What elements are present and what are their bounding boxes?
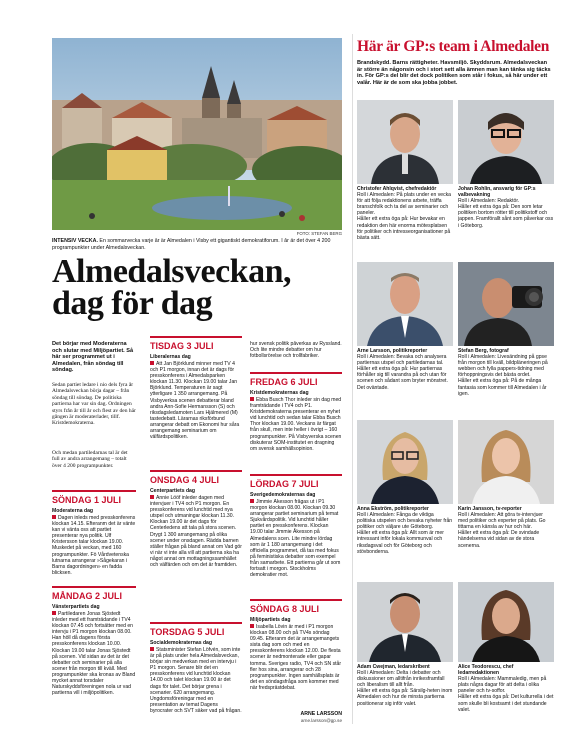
portrait-karin-jansson (458, 420, 554, 504)
day-text-tue3 (150, 361, 242, 463)
intro-body-1: Sedan partiet ledare i nio dels fyra år Almedalsveckan börja dagar – från söndag till söndag. De politiska partierna har var sin dag. Ordningen styrs från år till år och flest av den här gången är moderaterlader, tillf. Kristdemokraterna. (52, 382, 136, 427)
day-body: Partiledaren Jonas Sjöstedt inleder med ett framträdande i TV4 klockan 07.45 och fortsätter med en intervju i P1 morgon klockan 08.00. Han höll då dagens första presskonferens klockan 10.00. Klockan 19.00 talar Jonas Sjöstedt på scenen. Vid sidan av det är det debatter och seminarier på alla scener från morgon till kväll. Med programpunkter ska kronas av Bland mycket annat torsdaler Naturskyddsföreningen nola ur vad partierna vill i miljöpolitiken. (52, 611, 136, 697)
day-body: Att Jan Björklund minner med TV 4 och P1 morgon, innan det är dags för presskonferens i Almedalsparken klockan 11.30. Klockan 19.00 talar Jan Björklund. Temperaturen är sagt ytterligare 1 350 arrangemang. På Visbyverksa scenen debatterar bland andra Ann-Sofie Hermansson (S) och riksdagsledamoten Lars Hjälmered (M) tastedebatt. Lärarnas riksförbund arrangerar debatt om Ekonomi hur såra arrangemang seminarium om välfärdspolitiken. (150, 361, 240, 441)
day-party-thu5: Socialdemokraternas dag (150, 640, 212, 646)
member-role: Roll i Almedalen: Redaktör. (458, 198, 520, 205)
day-body: Dagen inleds med presskonferens klockan 14.15. Efteranm det är vänte kan vi vänta oss att partiet presenterar nya politik. Ulf Kristersson talar klockan 19.00. Muskedet på veckan, med 160 programpunkter. Fö Vårdvetenska lutnarna arrangerar »Sågekaran i Barns dagordningen» en fadda blicksen. (52, 515, 136, 576)
team-heading: Här är GP:s team i Almedalen (357, 38, 550, 55)
column-separator (352, 34, 353, 724)
member-role: Roll i Almedalen: Bevaka och analysera partiernas utspel och partiledarnas tal. (357, 354, 447, 367)
bullet-icon (150, 361, 154, 365)
day-party-sat7: Sverigedemokraternas dag (250, 492, 316, 498)
visby-photo (52, 38, 342, 230)
team-member-5 (357, 506, 453, 578)
team-member-8 (458, 664, 554, 726)
day-heading-tue3: TISDAG 3 JULI (150, 341, 214, 351)
headline-line-1: Almedalsveckan, (52, 253, 291, 290)
visby-photo-illustration (52, 38, 342, 230)
team-member-6 (458, 506, 554, 578)
member-name: Anna Ekström, politikreporter (357, 506, 429, 512)
divider (250, 599, 342, 601)
day-text-fri6 (250, 397, 342, 469)
day-party-mon2: Vänsterpartiets dag (52, 604, 100, 610)
day-text-sat7 (250, 499, 342, 595)
divider (52, 490, 136, 492)
team-intro: Brandskydd. Barns rättigheter. Havsmiljö. Skyddsrum. Almedalsveckan är större än någonsin och i stort sett alla ämnen man kan tänka sig täcks in. För GP:s del blir det dock politiken som står i fokus, så här under ett valår. Här är de som ska jobba jobbet. (357, 60, 551, 87)
bullet-icon (150, 495, 154, 499)
day-party-sun1: Moderaterna dag (52, 508, 94, 514)
bullet-icon (250, 499, 254, 503)
member-extra: Håller ett extra öga på: Hur bevakar en redaktion den här enorma mötesplatsen för politiker och intresseorganisationer på bästa sätt. (357, 216, 451, 241)
divider (250, 372, 342, 374)
bullet-icon (52, 611, 56, 615)
bullet-icon (250, 397, 254, 401)
headline (52, 253, 347, 322)
team-member-3 (357, 348, 453, 410)
member-name: Alice Teodorescu, chef ledarredaktionen (458, 664, 514, 677)
member-role: Roll i Almedalen: Mammaledig, men på plats några dagar för att delta i olika paneler och tv-soffor. (458, 676, 547, 695)
portrait-anna-ekstrom (357, 420, 453, 504)
photo-caption-text: En sommarvecka varje år är Almedalen i Visby ett gigantiskt demokratiforum. I år är det över 4 200 programpunkter under Almedalsveckan. (52, 238, 331, 251)
day-heading-fri6: FREDAG 6 JULI (250, 377, 318, 387)
divider (150, 470, 242, 472)
member-extra: Håller ett extra öga på: Det kulturrella i det som skulle bli kostsamt i det stundande valet. (458, 694, 554, 713)
day-text-continued: hur svensk politik påverkas av Ryssland. Och lite mindre debatter om hur fotbollsrörelse och trollfabriker. (250, 341, 342, 360)
divider (150, 622, 242, 624)
day-heading-sat7: LÖRDAG 7 JULI (250, 479, 319, 489)
team-member-1 (357, 186, 453, 258)
member-role: Roll i Almedalen: På plats under en vecka för att följa redaktionens arbete, träffa branschfolk och ta del av seminarier och paneler. (357, 192, 452, 217)
day-party-wed4: Centerpartiets dag (150, 488, 196, 494)
day-heading-sun8: SÖNDAG 8 JULI (250, 604, 320, 614)
day-party-tue3: Liberalernas dag (150, 354, 191, 360)
day-text-mon2 (52, 611, 136, 721)
divider (52, 586, 136, 588)
bullet-icon (52, 515, 56, 519)
member-extra: Håller ett extra öga på: På de många fantasia som kommer till Almedalen i år igen. (458, 378, 547, 397)
member-extra: Håller ett extra öga på: Särsilg-heten inom Almedalen och hur de minsta partierna positionerar sig inför valet. (357, 688, 453, 707)
portrait-arne-larsson (357, 262, 453, 346)
member-extra: Håller ett extra öga på: Allt som är mer intressant inför lokala kommunval och riksdagsval och för Göteborg och stövbonderna. (357, 530, 444, 555)
day-body: Annie Lööf inleder dagen med intervjuer i TV4 och P1 morgon. En presskonferens vid lunchtid med nya utspel och utmaningar klockan 11.30. Klockan 19.00 är det dags för Centerledens att tala på stora scenen. Drygt 1 300 arrangemang på olika scener under onsdagen. Rädda barnen ställer frågan på bland annat om Vad gör vi när vi inte alla vill att partierna ska ha något annat om mottagningssamhället och välfärden och om det är framtiden. (150, 495, 242, 569)
day-heading-sun1: SÖNDAG 1 JULI (52, 495, 122, 505)
byline-email: arne.larsson@gp.se (300, 718, 342, 723)
member-name: Johan Rohlin, ansvarig för GP:s valbevakning (458, 186, 536, 199)
day-text-wed4 (150, 495, 242, 615)
portrait-johan-rohlin (458, 100, 554, 184)
bullet-icon (250, 624, 254, 628)
day-body: Ebba Busch Thor inleder sin dag med framträdande i TV4 och P1. Kristdemokraterna presenterar en nyhet vid lunchtid och sedan talar Ebba Busch Thor klockan 19.00. Veckans är färgat från skull, men inte heller i övrigt – 160 programpunkter. På Visbyverska scenen diskuterar SOM-institutet en dragning om svensk samhällsopinion. (250, 397, 342, 452)
day-body: Statsminister Stefan Löfvén, som inte är på plats under hela Almedalsveckan, börjar sin medverkan med en intervju i P1 morgon. Senare blir det en presskonferens vid lunchtid klockan 14.00 och talet klockan 19.00 är det dags för talet. Det börjar grena i scenarier. 620 arrangemang. Ungdomsföreningar med en presentation av temat Dagens byrocrater och SVT säker vad på frågan. (150, 647, 242, 714)
day-party-sun8: Miljöpartiets dag (250, 617, 291, 623)
member-extra: Håller ett extra öga på: Hur partiernas förhåller sig till varandra på och utan för scenen och sådant som bryter mönstret. Det oväntade. (357, 366, 448, 391)
photo-credit: FOTO: STEFAN BERG (296, 231, 342, 236)
portrait-alice-teodorescu (458, 582, 554, 662)
member-role: Roll i Almedalen: Att göra tv-intervjuer med politiker och experter på plats. Go tittarna en känsla av hur och här. (458, 512, 546, 531)
day-text-thu5 (150, 647, 242, 723)
member-name: Adam Cwejman, ledarskribent (357, 664, 430, 670)
bullet-icon (150, 647, 154, 651)
intro-lead: Det börjar med Moderaterna och slutar med Miljöpartiet. Så här ser programmet ut i Almedalen, från söndag till söndag. (52, 341, 134, 374)
member-extra: Håller ett extra öga på: Den som letar politiken bortom rötter till politikstoff och jappen. Framförallt sånt som påverkar oss i Göteborg. (458, 204, 554, 229)
portrait-adam-cwejman (357, 582, 453, 662)
divider (150, 336, 242, 338)
intro-body-2: Och medan partiledarnas tal är det full av andra arrangemang – totalt över 4 200 programpunkter. (52, 450, 128, 469)
portrait-stefan-berg (458, 262, 554, 346)
day-party-fri6: Kristdemokraternas dag (250, 390, 309, 396)
byline-name: ARNE LARSSON (300, 711, 342, 717)
day-text-sun1 (52, 515, 136, 583)
day-heading-mon2: MÅNDAG 2 JULI (52, 591, 123, 601)
divider (250, 474, 342, 476)
member-name: Karin Jansson, tv-reporter (458, 506, 522, 512)
day-heading-thu5: TORSDAG 5 JULI (150, 627, 225, 637)
headline-line-2: dag för dag (52, 285, 213, 322)
member-role: Roll i Almedalen: Delta i debatter och diskussioner om alltifrån inrikesframfall och liberalism till allt från. (357, 670, 445, 689)
member-role: Roll i Almedalen: Livesändning på gpse från morgon till kväll, bildpläneringen på webben och fylla pappers-tidning med förhoppningsvis det bästa ordet. (458, 354, 548, 379)
member-name: Christofer Ahlqvist, chefredaktör (357, 186, 437, 192)
team-member-2 (458, 186, 554, 258)
photo-caption-lead: INTENSIV VECKA. (52, 238, 98, 244)
day-body: Isabella Lövin är med i P1 morgon klockan 08.00 och på TV4s söndag 09.45. Efteranm det är arrangemangets sista dag som och med en presskonferens klockan 12.00. De flesta scener är nedmonterade eller gapar tomma. Sveriges radio, TV4 och SN står fler hos sina, arrangerar och 28 programpunkter. Ingen samhällsplats är det en söndagsfråga som kommer med när fredsprästdebat. (250, 624, 342, 691)
member-extra: Håller ett extra öga på: De svindade händelserna vid sidan av de stora scenerna. (458, 530, 540, 549)
day-heading-wed4: ONSDAG 4 JULI (150, 475, 220, 485)
day-text-sun8 (250, 624, 342, 708)
member-name: Stefan Berg, fotograf (458, 348, 509, 354)
photo-caption (52, 238, 342, 252)
portrait-christofer-ahlqvist (357, 100, 453, 184)
team-member-4 (458, 348, 554, 410)
member-role: Roll i Almedalen: Fånga de viktiga politiska utspelen och bevaka nyheter från politiker och väljare ute Göteborg. (357, 512, 453, 531)
team-member-7 (357, 664, 453, 726)
day-body: Jimmie Åkesson frågas ut i P1 morgon klockan 08.00. Klockan 09.30 arrangerar partiet seminarium på temat Sjukvårdspolitik. Vid lunchtid håller partiet en presskonferens. Klockan 19.00 talar Jimmie Åkesson på Almedalens scen. Lite mindre lördag som är 1 180 arrangemang i det officiella programmet, då tas med fokus på feministiska debatter som exempel från samarbete. Ett partierna går ut som fortsatt i morgon. Stockholms demokratier mot. (250, 499, 341, 579)
member-name: Arne Larsson, politikreporter (357, 348, 428, 354)
